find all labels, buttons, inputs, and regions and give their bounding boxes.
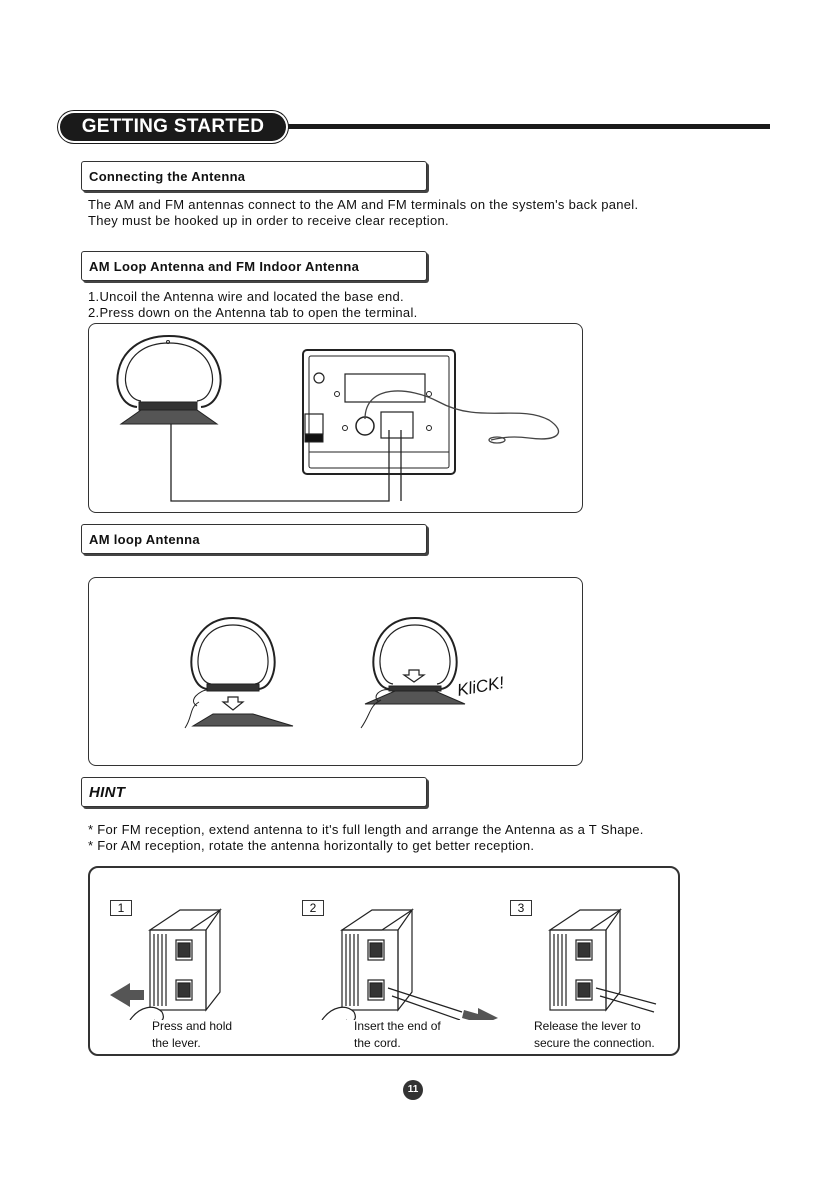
antenna-base-icon <box>193 714 293 726</box>
finger-icon <box>322 1007 355 1020</box>
step-1-illustration <box>110 900 300 1020</box>
step-2 <box>302 900 502 1050</box>
am-fm-step-1: 1.Uncoil the Antenna wire and located the base end. <box>88 289 404 304</box>
antenna-connection-figure <box>88 323 583 513</box>
step-2-caption-line-2: the cord. <box>354 1036 401 1050</box>
step-3-caption-line-2: secure the connection. <box>534 1036 655 1050</box>
am-loop-antenna-title: AM loop Antenna <box>81 524 427 554</box>
click-text: KliCK! <box>455 673 506 700</box>
step-1-caption-line-1: Press and hold <box>152 1019 233 1033</box>
left-arrow-icon <box>110 983 144 1007</box>
hint-title: HINT <box>81 777 427 807</box>
am-loop-assembly-figure <box>88 577 583 766</box>
insert-arrow-icon <box>462 1008 498 1020</box>
am-fm-step-2: 2.Press down on the Antenna tab to open the terminal. <box>88 305 418 320</box>
connecting-text <box>88 197 638 229</box>
am-fm-steps <box>88 289 418 321</box>
hint-text <box>88 822 644 854</box>
cord-icon <box>596 988 656 1012</box>
connecting-line-1: The AM and FM antennas connect to the AM and FM terminals on the system's back panel. <box>88 197 639 212</box>
page-number: 11 <box>403 1080 423 1100</box>
am-loop-after-icon <box>361 618 465 728</box>
step-2-caption-line-1: Insert the end of <box>354 1019 441 1033</box>
terminal-steps-figure <box>88 866 680 1056</box>
fm-wire-antenna-icon <box>365 391 559 443</box>
back-panel-icon <box>303 350 455 474</box>
am-fm-antenna-title: AM Loop Antenna and FM Indoor Antenna <box>81 251 427 281</box>
connecting-line-2: They must be hooked up in order to receive clear reception. <box>88 213 449 228</box>
terminal-block-icon <box>150 910 220 1010</box>
antenna-connection-illustration <box>89 324 582 512</box>
step-1 <box>110 900 300 1050</box>
step-2-illustration <box>302 900 502 1020</box>
down-arrow-icon <box>223 697 243 710</box>
am-loop-antenna-icon <box>117 336 220 424</box>
step-3 <box>510 900 670 1050</box>
terminal-block-icon <box>342 910 412 1010</box>
hint-line-1: * For FM reception, extend antenna to it's full length and arrange the Antenna as a T Shape. <box>88 822 644 837</box>
connecting-title: Connecting the Antenna <box>81 161 427 191</box>
terminal-block-icon <box>550 910 620 1010</box>
step-3-caption-line-1: Release the lever to <box>534 1019 641 1033</box>
banner-rule <box>288 124 770 129</box>
section-banner: GETTING STARTED <box>60 113 286 141</box>
hint-line-2: * For AM reception, rotate the antenna horizontally to get better reception. <box>88 838 535 853</box>
am-loop-assembly-illustration <box>89 578 582 765</box>
step-3-illustration <box>510 900 670 1020</box>
step-3-caption <box>534 1018 655 1052</box>
step-3-number: 3 <box>510 900 532 916</box>
step-1-caption <box>152 1018 232 1052</box>
step-2-caption <box>354 1018 441 1052</box>
am-loop-before-icon <box>185 618 275 728</box>
step-1-number: 1 <box>110 900 132 916</box>
step-2-number: 2 <box>302 900 324 916</box>
cord-icon <box>388 988 462 1020</box>
step-1-caption-line-2: the lever. <box>152 1036 201 1050</box>
